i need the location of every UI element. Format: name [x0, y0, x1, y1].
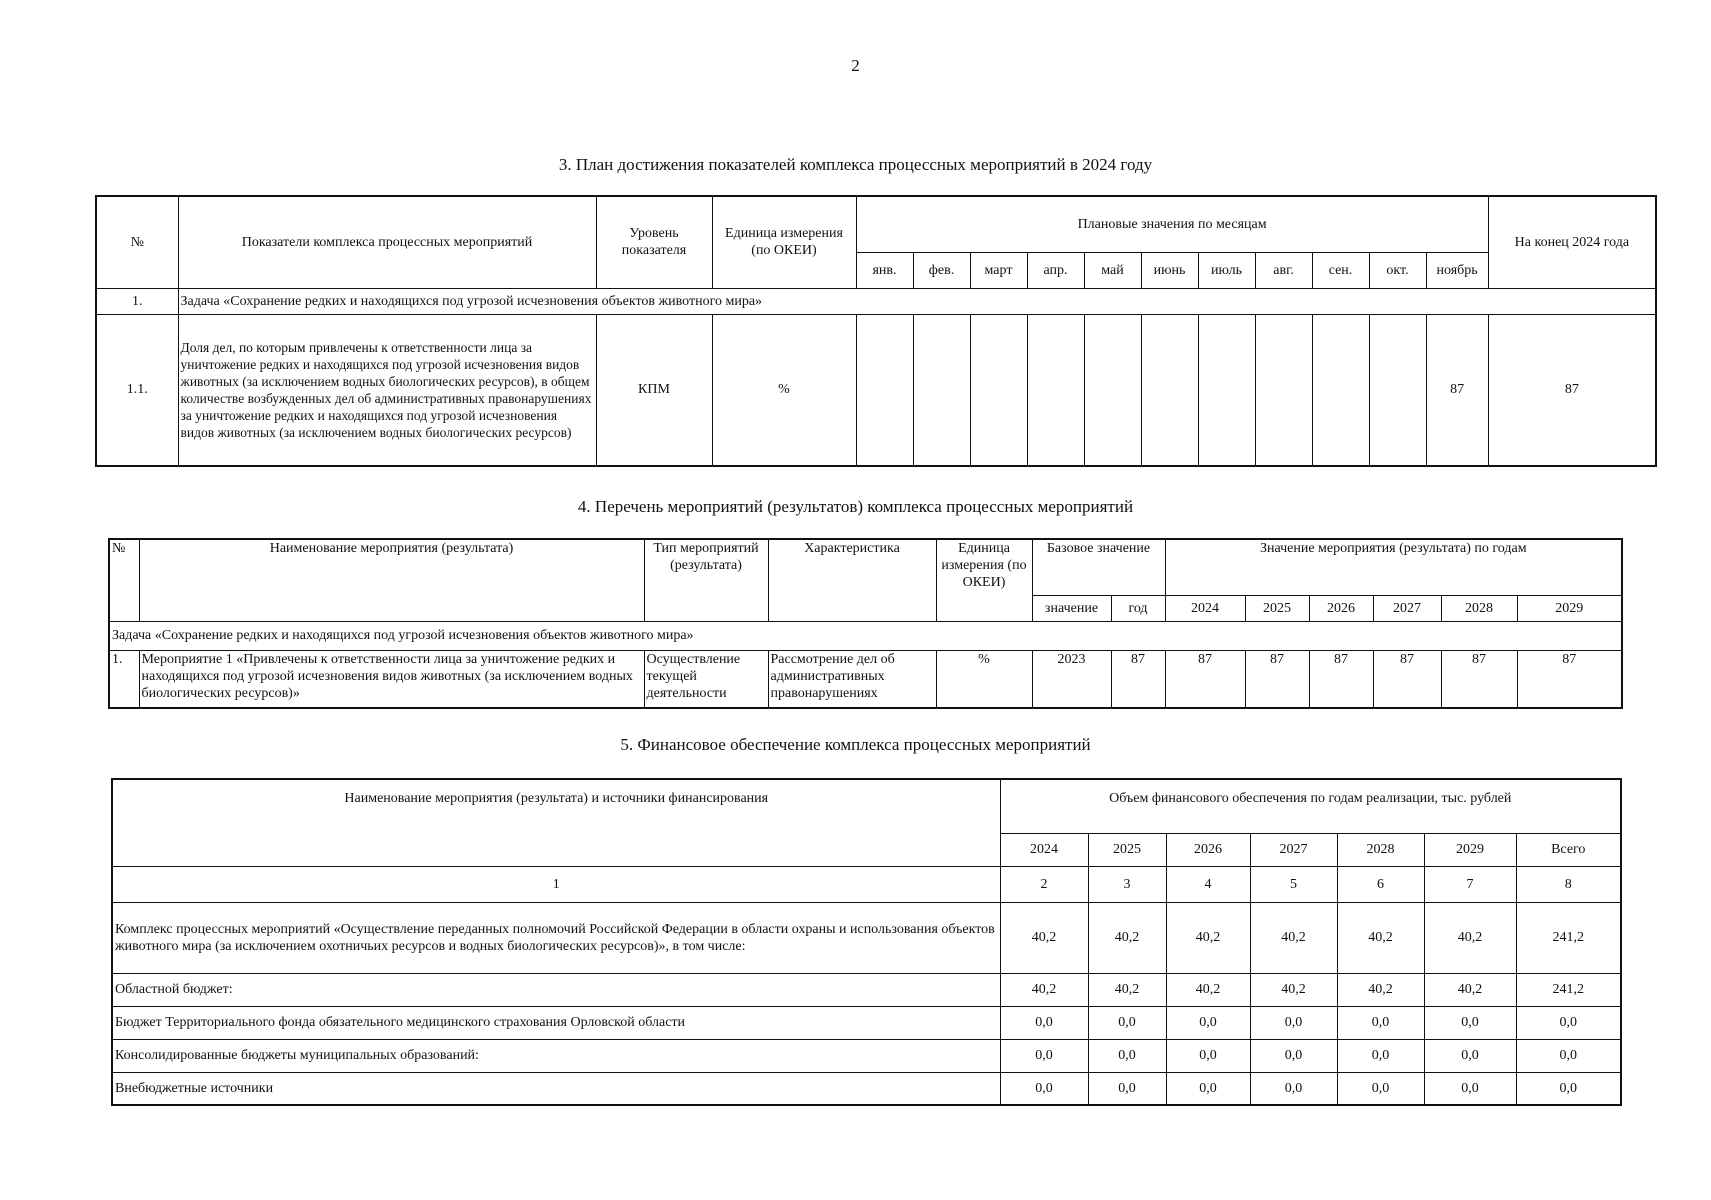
row-year-value: 87	[1441, 650, 1517, 708]
financing-value: 0,0	[1000, 1039, 1088, 1072]
row-month-value	[1255, 314, 1312, 466]
row-year-value: 87	[1245, 650, 1309, 708]
financing-value: 40,2	[1337, 973, 1424, 1006]
financing-value: 0,0	[1166, 1072, 1250, 1105]
row-month-value	[1198, 314, 1255, 466]
row-base-value: 2023	[1032, 650, 1111, 708]
financing-value: 0,0	[1088, 1006, 1166, 1039]
month-header: авг.	[1255, 252, 1312, 288]
financing-value: 0,0	[1337, 1039, 1424, 1072]
year-header: 2028	[1337, 833, 1424, 866]
section-3-title: 3. План достижения показателей комплекса процессных мероприятий в 2024 году	[558, 155, 1153, 174]
financing-value: 0,0	[1250, 1039, 1337, 1072]
year-header: 2027	[1373, 595, 1441, 621]
column-number: 3	[1088, 866, 1166, 902]
year-header: 2024	[1000, 833, 1088, 866]
row-num: 1.	[109, 650, 139, 708]
month-header: апр.	[1027, 252, 1084, 288]
month-header: май	[1084, 252, 1141, 288]
row-month-value	[1027, 314, 1084, 466]
month-header: июль	[1198, 252, 1255, 288]
financing-row-name: Консолидированные бюджеты муниципальных образований:	[112, 1039, 1000, 1072]
header-unit: Единица измерения (по ОКЕИ)	[936, 539, 1032, 621]
row-indicator: Доля дел, по которым привлечены к ответственности лица за уничтожение редких и находящихся под угрозой исчезновения видов животных (за исключением водных биологических ресурсов), в общем количестве возбужденных дел об административных правонарушениях за уничтожение редких и находящихся под угрозой исчезновения видов животных (за исключением водных биологических ресурсов)	[178, 314, 596, 466]
financing-value: 0,0	[1088, 1072, 1166, 1105]
financing-value: 0,0	[1250, 1072, 1337, 1105]
task-row-text: Задача «Сохранение редких и находящихся под угрозой исчезновения объектов животного мира»	[178, 288, 1656, 314]
header-indicator: Показатели комплекса процессных мероприятий	[178, 196, 596, 288]
financing-value: 0,0	[1337, 1072, 1424, 1105]
year-header: 2026	[1309, 595, 1373, 621]
column-number: 7	[1424, 866, 1516, 902]
financing-value: 40,2	[1337, 902, 1424, 973]
row-month-value	[1369, 314, 1426, 466]
row-base-year: 87	[1111, 650, 1165, 708]
financing-value: 0,0	[1166, 1006, 1250, 1039]
year-header: 2029	[1517, 595, 1622, 621]
column-number: 5	[1250, 866, 1337, 902]
financing-value: 40,2	[1000, 973, 1088, 1006]
section-5-title: 5. Финансовое обеспечение комплекса процессных мероприятий	[620, 735, 1091, 754]
financing-value: 0,0	[1000, 1072, 1088, 1105]
financing-value: 0,0	[1424, 1039, 1516, 1072]
year-header: 2024	[1165, 595, 1245, 621]
month-header: июнь	[1141, 252, 1198, 288]
column-number: 8	[1516, 866, 1621, 902]
row-year-value: 87	[1309, 650, 1373, 708]
header-type: Тип мероприятий (результата)	[644, 539, 768, 621]
header-base-value: значение	[1032, 595, 1111, 621]
year-header: 2027	[1250, 833, 1337, 866]
header-level: Уровень показателя	[596, 196, 712, 288]
month-header: ноябрь	[1426, 252, 1488, 288]
financing-table	[111, 778, 1622, 1106]
row-num: 1.1.	[96, 314, 178, 466]
financing-total: 0,0	[1516, 1006, 1621, 1039]
activities-list-table	[108, 538, 1623, 709]
header-unit: Единица измерения (по ОКЕИ)	[712, 196, 856, 288]
row-unit: %	[936, 650, 1032, 708]
month-header: сен.	[1312, 252, 1369, 288]
task-row-num: 1.	[96, 288, 178, 314]
row-month-value	[856, 314, 913, 466]
financing-value: 40,2	[1088, 902, 1166, 973]
total-header: Всего	[1516, 833, 1621, 866]
column-number: 2	[1000, 866, 1088, 902]
row-month-value	[1312, 314, 1369, 466]
row-month-value: 87	[1426, 314, 1488, 466]
financing-value: 40,2	[1250, 902, 1337, 973]
header-name: Наименование мероприятия (результата)	[139, 539, 644, 621]
financing-total: 241,2	[1516, 902, 1621, 973]
row-month-value	[913, 314, 970, 466]
month-header: окт.	[1369, 252, 1426, 288]
year-header: 2025	[1245, 595, 1309, 621]
year-header: 2026	[1166, 833, 1250, 866]
row-year-value: 87	[1517, 650, 1622, 708]
financing-value: 40,2	[1250, 973, 1337, 1006]
header-values-by-year: Значение мероприятия (результата) по годам	[1165, 539, 1622, 595]
column-number: 4	[1166, 866, 1250, 902]
financing-value: 0,0	[1250, 1006, 1337, 1039]
row-level: КПМ	[596, 314, 712, 466]
page-number: 2	[851, 56, 860, 75]
financing-value: 0,0	[1337, 1006, 1424, 1039]
financing-total: 0,0	[1516, 1039, 1621, 1072]
financing-value: 40,2	[1166, 902, 1250, 973]
row-year-value: 87	[1165, 650, 1245, 708]
financing-row-name: Внебюджетные источники	[112, 1072, 1000, 1105]
financing-value: 0,0	[1424, 1006, 1516, 1039]
financing-value: 0,0	[1088, 1039, 1166, 1072]
row-month-value	[1084, 314, 1141, 466]
financing-row-name: Комплекс процессных мероприятий «Осуществление переданных полномочий Российской Федерации в области охраны и использования объектов животного мира (за исключением охотничьих ресурсов и водных биологических ресурсов)», в том числе:	[112, 902, 1000, 973]
row-unit: %	[712, 314, 856, 466]
header-base-year: год	[1111, 595, 1165, 621]
month-header: янв.	[856, 252, 913, 288]
financing-total: 0,0	[1516, 1072, 1621, 1105]
month-header: март	[970, 252, 1027, 288]
header-base: Базовое значение	[1032, 539, 1165, 595]
section-4-title: 4. Перечень мероприятий (результатов) комплекса процессных мероприятий	[577, 497, 1134, 516]
header-num: №	[96, 196, 178, 288]
financing-value: 40,2	[1000, 902, 1088, 973]
task-row: Задача «Сохранение редких и находящихся под угрозой исчезновения объектов животного мира»	[109, 621, 1622, 650]
header-characteristic: Характеристика	[768, 539, 936, 621]
year-header: 2028	[1441, 595, 1517, 621]
row-month-value	[970, 314, 1027, 466]
month-header: фев.	[913, 252, 970, 288]
financing-value: 40,2	[1424, 902, 1516, 973]
year-header: 2029	[1424, 833, 1516, 866]
row-month-value	[1141, 314, 1198, 466]
row-year-value: 87	[1373, 650, 1441, 708]
financing-value: 40,2	[1088, 973, 1166, 1006]
row-characteristic: Рассмотрение дел об административных правонарушениях	[768, 650, 936, 708]
column-number: 6	[1337, 866, 1424, 902]
header-planned-monthly: Плановые значения по месяцам	[856, 196, 1488, 252]
financing-total: 241,2	[1516, 973, 1621, 1006]
header-num: №	[109, 539, 139, 621]
financing-row-name: Бюджет Территориального фонда обязательного медицинского страхования Орловской области	[112, 1006, 1000, 1039]
financing-value: 0,0	[1166, 1039, 1250, 1072]
financing-value: 40,2	[1166, 973, 1250, 1006]
row-name: Мероприятие 1 «Привлечены к ответственности лица за уничтожение редких и находящихся под угрозой исчезновения видов животных (за исключением водных биологических ресурсов)»	[139, 650, 644, 708]
indicators-plan-table	[95, 195, 1657, 467]
financing-value: 0,0	[1000, 1006, 1088, 1039]
row-type: Осуществление текущей деятельности	[644, 650, 768, 708]
header-end-of-year: На конец 2024 года	[1488, 196, 1656, 288]
financing-value: 40,2	[1424, 973, 1516, 1006]
financing-row-name: Областной бюджет:	[112, 973, 1000, 1006]
header-volume: Объем финансового обеспечения по годам реализации, тыс. рублей	[1000, 779, 1621, 833]
financing-value: 0,0	[1424, 1072, 1516, 1105]
column-number: 1	[112, 866, 1000, 902]
year-header: 2025	[1088, 833, 1166, 866]
row-end-of-year: 87	[1488, 314, 1656, 466]
header-name: Наименование мероприятия (результата) и источники финансирования	[112, 779, 1000, 866]
